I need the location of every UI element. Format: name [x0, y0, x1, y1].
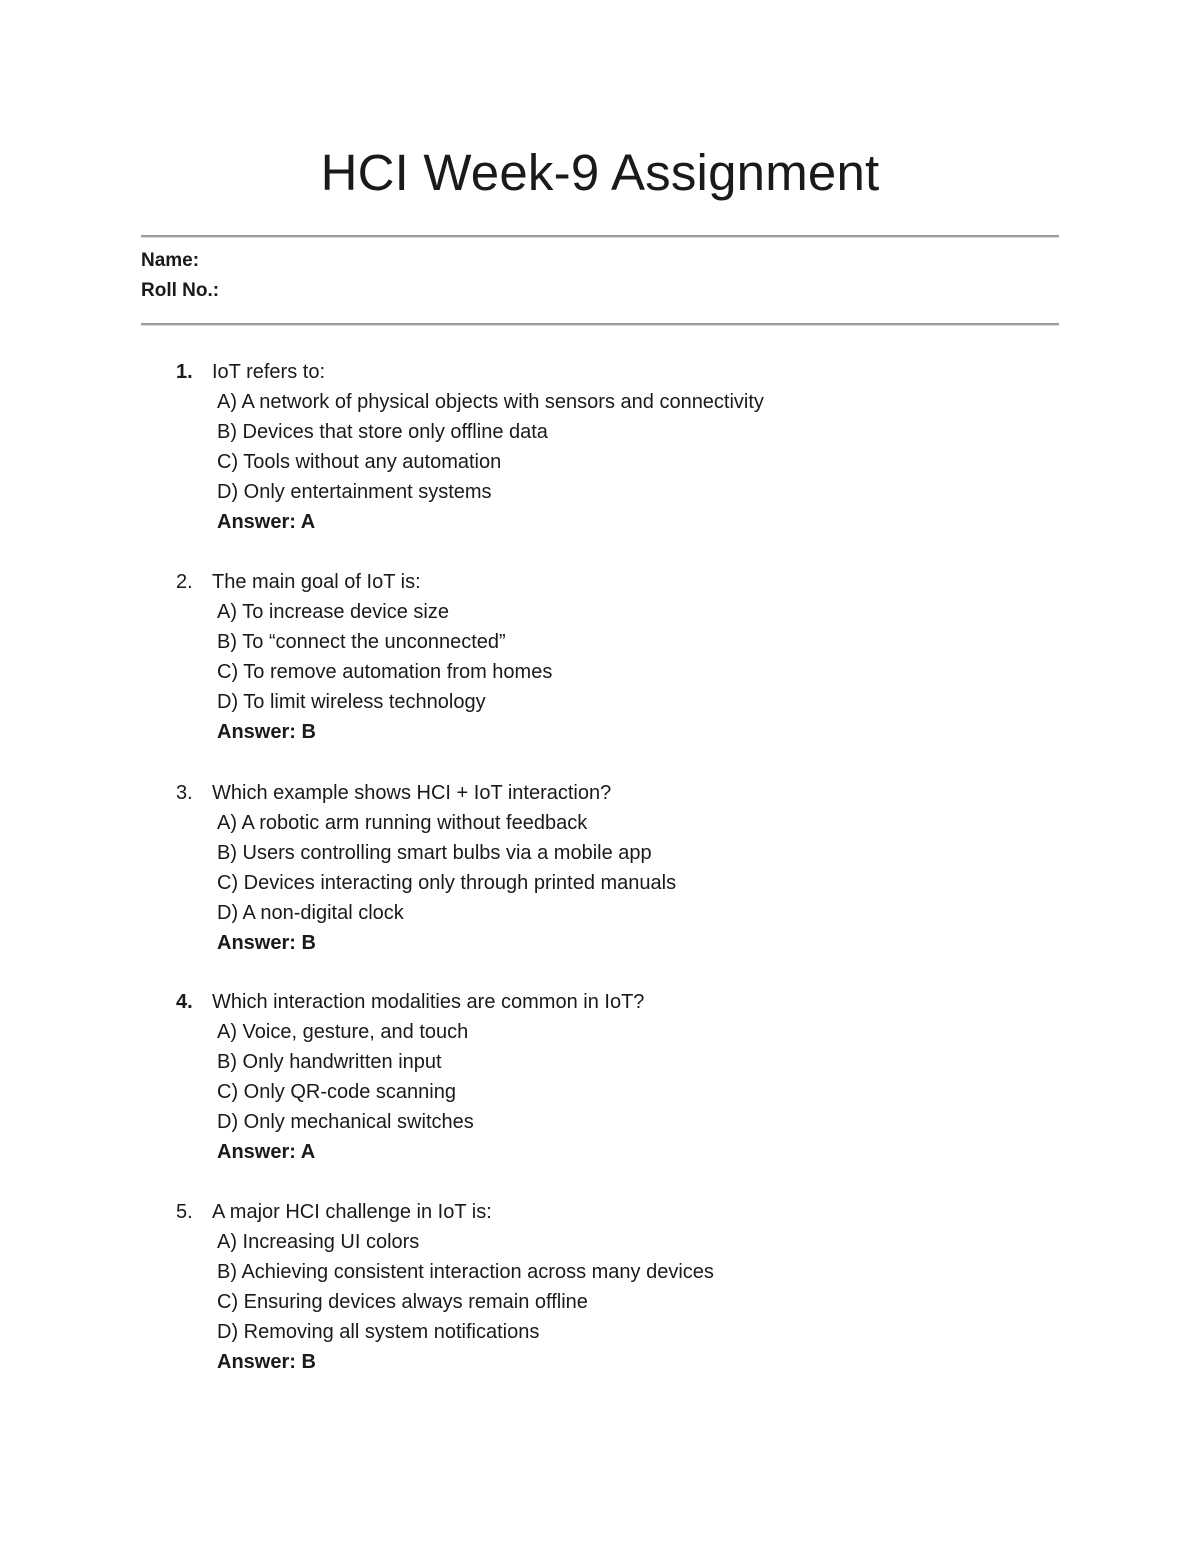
question-5-stem	[0, 1197, 1200, 1227]
question-3-option-a: A) A robotic arm running without feedback	[217, 812, 588, 835]
question-2-stem	[0, 567, 1200, 597]
question-3-option-c: C) Devices interacting only through printed manuals	[217, 872, 677, 895]
question-5	[0, 1197, 1200, 1378]
question-5-option-c: C) Ensuring devices always remain offline	[217, 1291, 588, 1314]
question-5-option-d: D) Removing all system notifications	[217, 1321, 540, 1344]
question-3-text: Which example shows HCI + IoT interaction?	[212, 782, 612, 804]
question-4-option-c: C) Only QR-code scanning	[217, 1081, 456, 1104]
roll-number-label: Roll No.:	[141, 280, 220, 301]
question-4-stem	[0, 987, 1200, 1017]
question-2-answer: Answer: B	[217, 721, 316, 744]
question-5-answer: Answer: B	[217, 1351, 316, 1374]
question-2	[0, 567, 1200, 748]
question-2-option-c: C) To remove automation from homes	[217, 661, 553, 684]
question-4-text: Which interaction modalities are common in IoT?	[212, 991, 645, 1013]
question-3-option-b: B) Users controlling smart bulbs via a mobile app	[217, 842, 652, 865]
question-3-stem	[0, 778, 1200, 808]
page-title: HCI Week-9 Assignment	[320, 144, 880, 201]
header-divider-top	[141, 235, 1059, 237]
question-2-text: The main goal of IoT is:	[212, 571, 421, 593]
question-1-option-d: D) Only entertainment systems	[217, 481, 492, 504]
question-5-option-b: B) Achieving consistent interaction across many devices	[217, 1261, 714, 1284]
question-4-answer: Answer: A	[217, 1141, 316, 1164]
question-5-number: 5.	[176, 1201, 193, 1223]
question-1-option-c: C) Tools without any automation	[217, 451, 502, 474]
header-divider-bottom	[141, 323, 1059, 325]
question-1-option-a: A) A network of physical objects with sensors and connectivity	[217, 391, 764, 414]
question-2-option-a: A) To increase device size	[217, 601, 449, 624]
question-1-text: IoT refers to:	[212, 361, 326, 383]
question-2-option-d: D) To limit wireless technology	[217, 691, 486, 714]
name-label: Name:	[141, 250, 200, 271]
question-4-number: 4.	[176, 991, 193, 1013]
question-2-option-b: B) To “connect the unconnected”	[217, 631, 506, 654]
question-1	[0, 357, 1200, 538]
question-3-answer: Answer: B	[217, 932, 316, 955]
question-1-answer: Answer: A	[217, 511, 316, 534]
question-1-stem	[0, 357, 1200, 387]
question-5-text: A major HCI challenge in IoT is:	[212, 1201, 492, 1223]
question-3-number: 3.	[176, 782, 193, 804]
question-1-number: 1.	[176, 361, 193, 383]
question-4-option-d: D) Only mechanical switches	[217, 1111, 474, 1134]
question-4-option-a: A) Voice, gesture, and touch	[217, 1021, 469, 1044]
question-5-option-a: A) Increasing UI colors	[217, 1231, 420, 1254]
question-4-option-b: B) Only handwritten input	[217, 1051, 442, 1074]
question-1-option-b: B) Devices that store only offline data	[217, 421, 548, 444]
question-3	[0, 778, 1200, 959]
question-2-number: 2.	[176, 571, 193, 593]
question-3-option-d: D) A non-digital clock	[217, 902, 404, 925]
question-4	[0, 987, 1200, 1168]
